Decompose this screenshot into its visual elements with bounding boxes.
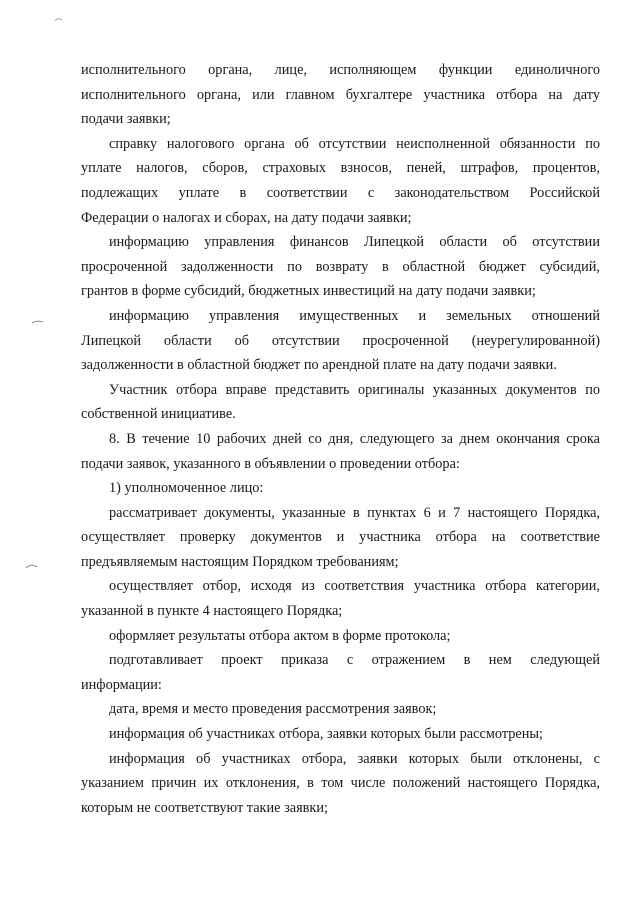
text-line: оформляет результаты отбора актом в форме протокола; <box>109 627 451 644</box>
text-line: рассматривает документы, указанные в пунктах 6 и 7 настоящего Порядка, <box>109 504 600 521</box>
text-line: просроченной задолженности по возврату в областной бюджет субсидий, <box>81 258 600 275</box>
text-line: информации: <box>81 676 162 693</box>
text-line: информация об участниках отбора, заявки которых были отклонены, с <box>109 750 600 767</box>
document-body <box>81 58 600 820</box>
text-line: уплате налогов, сборов, страховых взносов, пеней, штрафов, процентов, <box>81 160 600 177</box>
text-line: подготавливает проект приказа с отражением в нем следующей <box>109 652 600 669</box>
text-line: Липецкой области об отсутствии просроченной (неурегулированной) <box>81 332 600 349</box>
text-line: указанием причин их отклонения, в том числе положений настоящего Порядка, <box>81 775 600 792</box>
text-line: информацию управления финансов Липецкой области об отсутствии <box>109 234 600 251</box>
text-line: 1) уполномоченное лицо: <box>109 480 264 497</box>
text-line: исполнительного органа, или главном бухгалтере участника отбора на дату <box>81 86 600 103</box>
text-line: которым не соответствуют такие заявки; <box>81 799 328 816</box>
text-line: предъявляемым настоящим Порядком требованиям; <box>81 553 399 570</box>
text-line: подачи заявок, указанного в объявлении о проведении отбора: <box>81 455 460 472</box>
text-line: грантов в форме субсидий, бюджетных инвестиций на дату подачи заявки; <box>81 283 536 300</box>
text-line: справку налогового органа об отсутствии неисполненной обязанности по <box>109 135 600 152</box>
text-line: дата, время и место проведения рассмотрения заявок; <box>109 701 437 718</box>
text-line: информацию управления имущественных и земельных отношений <box>109 307 600 324</box>
text-line: задолженности в областной бюджет по арендной плате на дату подачи заявки. <box>81 357 557 374</box>
text-line: осуществляет проверку документов и участника отбора на соответствие <box>81 529 600 546</box>
scan-mark-middle <box>31 318 45 326</box>
scan-mark-top <box>54 16 64 24</box>
text-line: указанной в пункте 4 настоящего Порядка; <box>81 603 343 620</box>
scan-mark-lower <box>25 562 39 570</box>
text-line: собственной инициативе. <box>81 406 236 423</box>
text-line: 8. В течение 10 рабочих дней со дня, следующего за днем окончания срока <box>109 430 600 447</box>
text-line: осуществляет отбор, исходя из соответствия участника отбора категории, <box>109 578 600 595</box>
text-line: исполнительного органа, лице, исполняющем функции единоличного <box>81 62 600 78</box>
text-line: информация об участниках отбора, заявки которых были рассмотрены; <box>109 726 543 743</box>
text-line: Федерации о налогах и сборах, на дату подачи заявки; <box>81 209 412 226</box>
text-line: подлежащих уплате в соответствии с законодательством Российской <box>81 184 600 201</box>
text-line: Участник отбора вправе представить оригиналы указанных документов по <box>109 381 600 398</box>
text-line: подачи заявки; <box>81 111 171 128</box>
